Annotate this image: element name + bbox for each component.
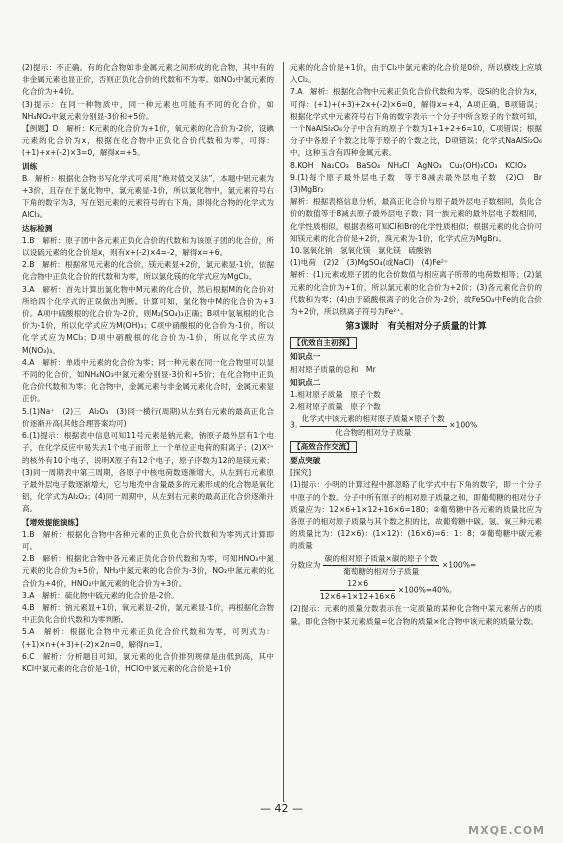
column-divider [283,62,284,802]
answer-paragraph: 3.A 解析：硫化物中硫元素的化合价是-2价。 [22,590,179,600]
box-heading-line [290,439,542,454]
subheading: 知识点一 [290,352,321,362]
answer-paragraph: 9.(1)每个原子最外层电子数 等于8减去最外层电子数 (2)Cl Br (3)MgBr₂ [290,172,550,195]
answer-paragraph: 【例题】D 解析：K元素的化合价为+1价，氧元素的化合价为-2价，设碘元素的化合价为x，根据在化合物中正负化合价代数和为零，可得：(+1)+x+(-2)×3=0，解得x=+5。 [22,124,274,158]
answer-page [22,62,550,792]
answer-paragraph: 2.B 解析：根据化合物中各元素正负化合价代数和为零，可知HNO₃中氮元素的化合价为+5价，NH₃中氮元素的化合价为-3价，NO₂中氮元素的化合价为+4价，HNO₂中氮元素的化合价为+3价。 [22,554,274,588]
right-column [290,62,550,628]
answer-paragraph: 1.相对原子质量 原子个数 [290,390,381,400]
answer-paragraph: 2.B 解析：根据常见元素的化合价，镁元素显+2价，氯元素显-1价，依据化合物中正负化合价的代数和为零，所以氯化镁的化学式应为MgCl₂。 [22,260,274,282]
section-title: 第3课时 有关相对分子质量的计算 [345,322,487,333]
answer-paragraph: (1)电荷 (2)2 (3)MgSO₄(或NaCl) (4)Fe²⁺ [290,258,448,268]
answer-paragraph: (2)提示：不正确。有的化合物如非金属元素之间形成的化合物，其中有的非金属元素也显正价，否则正负化合价的代数和不为零。如NO₂中氮元素的化合价为+4价。 [22,63,274,97]
subheading: 要点突破 [290,455,321,465]
answer-paragraph: 解析：根据表格信息分析，最高正化合价与原子最外层电子数相同，负化合价的数值等于8减去原子最外层电子数；同一族元素的最外层电子数相同，化学性质相似，根据表格可知Cl和Br的化学性质相似；根据元素的化合价可知镁元素的化合价是+2价，溴元素为-1价，化学式应为MgBr₂。 [290,197,542,243]
answer-paragraph: 8.KOH Na₂CO₃ BaSO₄ NH₄Cl AgNO₃ Cu₂(OH)₂CO₃ KClO₃ [290,160,527,170]
answer-paragraph: B 解析：根据化合物书写化学式可采用“绝对值交叉法”，本题中铝元素为+3价，且存在于氯化物中，氯元素显-1价，所以氯化物中，氯元素符号右下角的数字为3，写在铝元素的元素符号的右下角，即得化合物的化学式为AlCl₃。 [22,173,274,220]
answer-paragraph: 3.A 解析：首先计算出氯化物中M元素的化合价，然后根据M的化合价对所给四个化学式的正误做出判断。计算可知，氯化物中M的化合价为+3价。A项中硫酸根的化合价为-2价，则M₂(SO₄)₃正确；B项中氢氧根的化合价为-1价，所以化学式应为M(OH)₃；C项中硝酸根的化合价为-1价，所以化学式应为MCl₃；D项中硝酸根的化合价为-1价，所以化学式应为M(NO₃)₃。 [22,284,274,355]
subheading: 达标检测 [22,223,53,233]
formula-line: 3. $\frac{\text{化学式中该元素的相对原子质量×原子个数}}{\text{化合物的相对分子质量}}$ ×100% [290,414,478,437]
section-box-heading: 【高效合作交流】 [290,441,357,453]
answer-paragraph: (3)提示：在同一种物质中，同一种元素也可能有不同的化合价，如NH₄NO₃中氮元素分别显-3价和+5价。 [22,99,274,121]
page-number: — 42 — [260,802,303,815]
answer-paragraph: 相对原子质量的总和 Mr [290,364,376,374]
answer-paragraph: (2)提示：元素的质量分数表示在一定质量的某种化合物中某元素所占的质量，即化合物中某元素质量=化合物的质量×化合物中该元素的质量分数。 [290,604,542,626]
watermark-logo: MXQE.COM [468,824,545,837]
left-column [22,62,274,675]
answer-paragraph: 2.相对原子质量 原子个数 [290,402,381,412]
answer-paragraph: 6.(1)提示：根据表中信息可知11号元素是钠元素，钠原子最外层有1个电子，在化学反应中易失去1个电子而带上一个单位正电荷的阳离子；(2)X²⁺的核外有10个电子，说明X原子有12个电子，原子序数为12的是镁元素；(3)同一周期表中第三周期，各原子中核电荷数逐渐增大，从左到右元素原子最外层电子数逐渐增大，它与地壳中含量最多的元素形成的化合物是氧化铝，化学式为Al₂O₃；(4)同一周期中，从左到右元素的最高正化合价逐渐升高。 [22,431,274,514]
answer-paragraph: 解析：(1)元素或原子团的化合价数值与相应离子所带的电荷数相等；(2)氯元素的化合价为+1价，所以氯元素的化合价为+2价；(3)各元素化合价的代数和为零；(4)由于硫酸根离子的化合价为-2价，故FeSO₄中Fe的化合价为+2价，所以铁离子符号为Fe²⁺。 [290,270,542,317]
answer-paragraph: 元素的化合价是+1价，由于Cl₂中氯元素的化合价是0价，所以横线上应填入Cl₂。 [290,63,542,85]
answer-paragraph: 6.C 解析：分析题目可知，氯元素的化合价排列规律是由低到高，其中KCl中氯元素的化合价是-1价，HClO中氯元素的化合价是+1价 [22,651,274,673]
answer-paragraph: 1.B 解析：根据化合物中各种元素的正负化合价代数和为零列式计算即可。 [22,529,274,551]
subheading: 训练 [22,161,38,171]
answer-paragraph: 1.B 解析：原子团中各元素正负化合价的代数和为该原子团的化合价，所以设硫元素的化合价是x，则有x+(-2)×4=-2，解得x=+6。 [22,235,274,258]
subheading: 知识点二 [290,377,321,387]
answer-paragraph: 10.氢氧化钠 氢氧化镁 氯化镁 硫酸钠 [290,246,432,256]
answer-paragraph: 4.B 解析：钠元素显+1价，氧元素显-2价，氯元素显-1价，再根据化合物中正负化合价代数和为零判断。 [22,602,274,625]
answer-paragraph: (1)提示：小明的计算过程中都忽略了化学式中右下角的数字，即一个分子中原子的个数。分子中所有原子的相对原子质量之和，即葡萄糖的相对分子质量应为：12×6+1×12+16×6=180；②葡萄糖中各元素的质量比应为各原子的相对原子质量与其个数之积的比，故葡萄糖中碳、氢、氧三种元素的质量比为：(12×6)：(1×12)：(16×6)=6：1：8；③葡萄糖中碳元素的质量 [290,480,542,551]
subheading: 【增效提能演练】 [22,517,83,527]
answer-paragraph: 5.(1)Na⁺ (2)三 Al₂O₃ (3)同一横行(周期)从左到右元素的最高正化合价逐渐升高(其他合理答案均可) [22,406,274,428]
answer-paragraph: 4.A 解析：单质中元素的化合价为零；同一种元素在同一化合物里可以显不同的化合价，如NH₄NO₃中氮元素分别显-3价和+5价；在化合物中正负化合价代数和为零；化合物中，金属元素与非金属元素化合时，金属元素显正价。 [22,357,274,404]
formula-line-2: 分数应为 $\frac{\text{碳的相对原子质量×碳的原子个数}}{\text{葡萄糖的相对分子质量}}$ ×100%= [290,553,477,576]
formula-line-3: $\frac{12\times 6}{12\times 6+1\times 12+16\times 6}$ ×100%=40%。 [320,578,457,602]
box-heading-line [290,335,542,350]
answer-paragraph: 7.A 解析：根据化合物中元素正负化合价代数和为零，设Si的化合价为x，可得：(+1)+(+3)+2x+(-2)×6=0，解得x=+4，A项正确，B项错误；根据化学式中元素符号右下角的数字表示一个分子中所含原子的个数可知，一个NaAlSi₂O₆分子中含有的原子个数为1+1+2+6=10，C项错误；根据分子中各原子个数之比等于原子的个数之比，D项错误；化学式NaAlSi₂O₆中，这种玉含有四种金属元素。 [290,87,542,158]
answer-paragraph: 5.A 解析：根据化合物中元素正负化合价代数和为零，可列式为：(+1)×n+(+3)+(-2)×2n=0，解得n=1。 [22,627,274,649]
section-box-heading: 【优效自主初探】 [290,337,357,349]
answer-paragraph: [探究] [290,468,312,478]
